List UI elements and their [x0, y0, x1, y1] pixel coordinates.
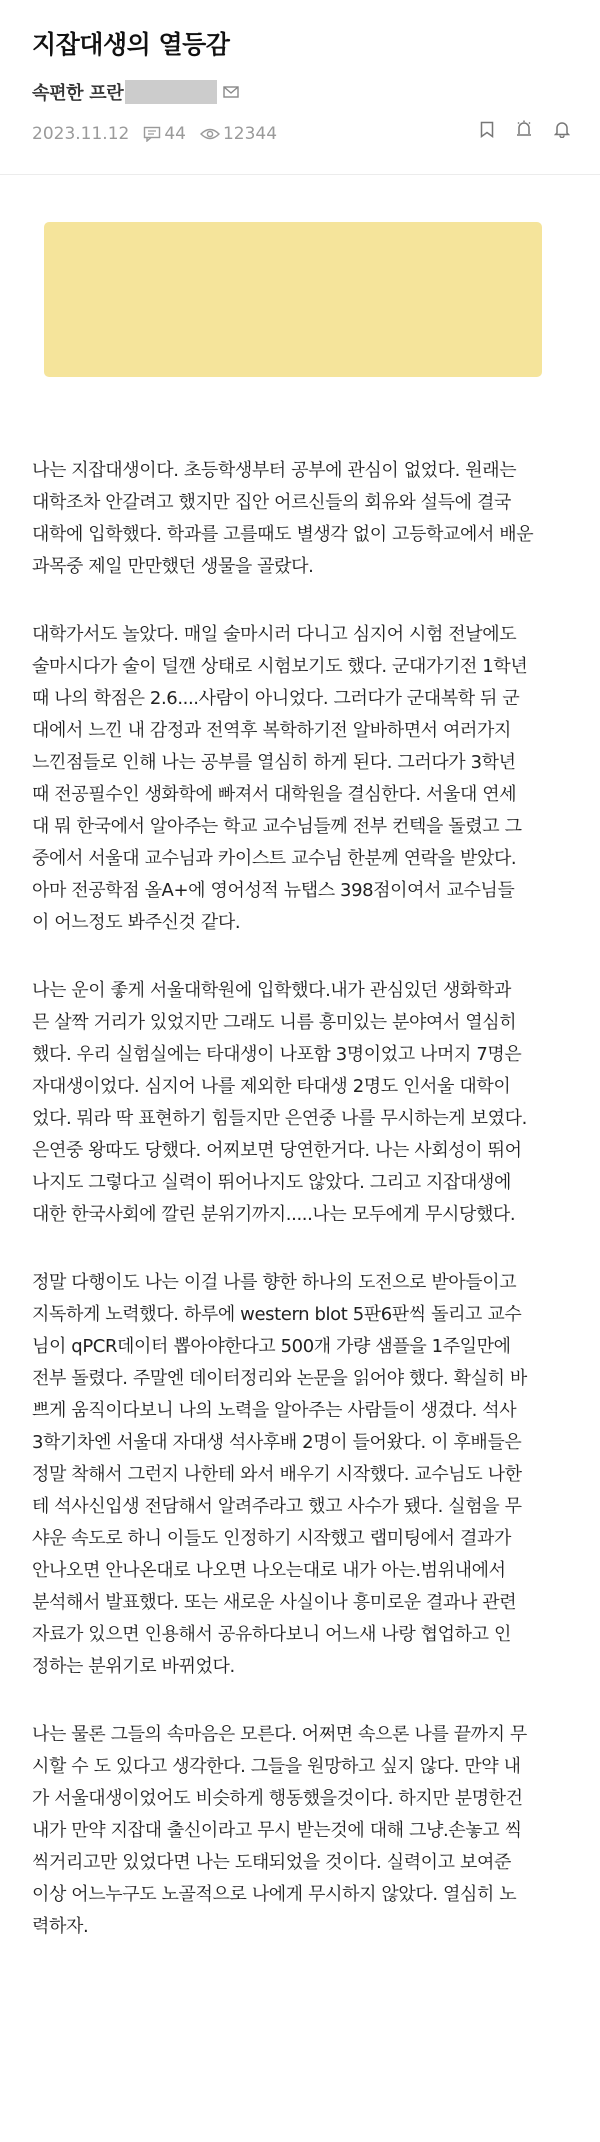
paragraph-1	[32, 455, 572, 583]
post-date: 2023.11.12	[32, 124, 130, 144]
bookmark-icon[interactable]	[480, 121, 494, 138]
paragraph-line: 내가 만약 지잡대 출신이라고 무시 받는것에 대해 그냥.손놓고 씩	[32, 1820, 522, 1841]
paragraph-4	[32, 1267, 572, 1683]
siren-icon[interactable]	[516, 120, 532, 138]
paragraph-line: 력하자.	[32, 1916, 89, 1937]
paragraph-line: 정말 다행이도 나는 이걸 나를 향한 하나의 도전으로 받아들이고	[32, 1272, 517, 1293]
paragraph-line: 나는 지잡대생이다. 초등학생부터 공부에 관심이 없었다. 원래는	[32, 460, 517, 481]
paragraph-line: 자료가 있으면 인용해서 공유하다보니 어느새 나랑 협업하고 인	[32, 1624, 511, 1645]
author-name[interactable]: 속편한 프란	[32, 83, 124, 104]
paragraph-line: 이상 어느누구도 노골적으로 나에게 무시하지 않았다. 열심히 노	[32, 1884, 517, 1905]
comment-count-value: 44	[164, 124, 186, 144]
paragraph-line: 대한 한국사회에 깔린 분위기까지.....나는 모두에게 무시당했다.	[32, 1204, 516, 1225]
post-actions	[458, 120, 570, 138]
paragraph-2	[32, 619, 572, 939]
paragraph-line: 대학에 입학했다. 학과를 고를때도 별생각 없이 고등학교에서 배운	[32, 524, 534, 545]
paragraph-line: 테 석사신입생 전담해서 알려주라고 했고 사수가 됐다. 실험을 무	[32, 1496, 522, 1517]
paragraph-line: 씩거리고만 있었다면 나는 도태되었을 것이다. 실력이고 보여준	[32, 1852, 511, 1873]
author-row	[32, 78, 568, 106]
paragraph-3	[32, 975, 572, 1231]
paragraph-line: 대학조차 안갈려고 했지만 집안 어르신들의 회유와 설득에 결국	[32, 492, 511, 513]
paragraph-line: 때 전공필수인 생화학에 빠져서 대학원을 결심한다. 서울대 연세	[32, 784, 517, 805]
paragraph-line: 믄 살짝 거리가 있었지만 그래도 니름 흥미있는 분야여서 열심히	[32, 1012, 517, 1033]
bell-icon[interactable]	[554, 120, 570, 138]
paragraph-line: 나지도 그렇다고 실력이 뛰어나지도 않았다. 그리고 지잡대생에	[32, 1172, 511, 1193]
paragraph-line: 나는 물론 그들의 속마음은 모른다. 어쩌면 속으론 나를 끝까지 무	[32, 1724, 527, 1745]
post-title: 지잡대생의 열등감	[32, 30, 230, 59]
paragraph-line: 과목중 제일 만만했던 생물을 골랐다.	[32, 556, 314, 577]
paragraph-line: 대에서 느낀 내 감정과 전역후 복학하기전 알바하면서 여러가지	[32, 720, 511, 741]
eye-icon	[200, 127, 223, 141]
paragraph-line: 안나오면 안나온대로 나오면 나오는대로 내가 아는.범위내에서	[32, 1560, 506, 1581]
paragraph-line: 정말 착해서 그런지 나한테 와서 배우기 시작했다. 교수님도 나한	[32, 1464, 522, 1485]
paragraph-line: 술마시다가 술이 덜깬 상태로 시험보기도 했다. 군대가기전 1학년	[32, 656, 528, 677]
paragraph-line: 었다. 뭐라 딱 표현하기 힘들지만 은연중 나를 무시하는게 보였다.	[32, 1108, 527, 1129]
paragraph-line: 아마 전공학점 올A+에 영어성적 뉴탭스 398점이여서 교수님들	[32, 880, 515, 901]
paragraph-line: 때 나의 학점은 2.6....사람이 아니었다. 그러다가 군대복학 뒤 군	[32, 688, 520, 709]
paragraph-line: 나는 운이 좋게 서울대학원에 입학했다.내가 관심있던 생화학과	[32, 980, 511, 1001]
paragraph-line: 대학가서도 놀았다. 매일 술마시러 다니고 심지어 시험 전날에도	[32, 624, 517, 645]
header-divider	[0, 174, 600, 175]
paragraph-line: 3학기차엔 서울대 자대생 석사후배 2명이 들어왔다. 이 후배들은	[32, 1432, 522, 1453]
view-count	[200, 124, 277, 144]
paragraph-line: 자대생이었다. 심지어 나를 제외한 타대생 2명도 인서울 대학이	[32, 1076, 511, 1097]
paragraph-line: 지독하게 노력했다. 하루에 western blot 5판6판씩 돌리고 교수	[32, 1304, 522, 1325]
comment-icon	[143, 126, 164, 142]
paragraph-line: 쁘게 움직이다보니 나의 노력을 알아주는 사람들이 생겼다. 석사	[32, 1400, 517, 1421]
paragraph-line: 가 서울대생이었어도 비슷하게 행동했을것이다. 하지만 분명한건	[32, 1788, 523, 1809]
yellow-banner	[44, 222, 542, 377]
paragraph-line: 느낀점들로 인해 나는 공부를 열심히 하게 된다. 그러다가 3학년	[32, 752, 516, 773]
post-body	[32, 455, 572, 1979]
mail-icon[interactable]	[223, 86, 239, 98]
paragraph-line: 대 뭐 한국에서 알아주는 학교 교수님들께 전부 컨텍을 돌렸고 그	[32, 816, 522, 837]
paragraph-line: 샤운 속도로 하니 이들도 인정하기 시작했고 랩미팅에서 결과가	[32, 1528, 511, 1549]
paragraph-line: 분석해서 발표했다. 또는 새로운 사실이나 흥미로운 결과나 관련	[32, 1592, 517, 1613]
paragraph-line: 중에서 서울대 교수님과 카이스트 교수님 한분께 연락을 받았다.	[32, 848, 517, 869]
paragraph-5	[32, 1719, 572, 1943]
paragraph-line: 님이 qPCR데이터 뽑아야한다고 500개 가량 샘플을 1주일만에	[32, 1336, 511, 1357]
paragraph-line: 시할 수 도 있다고 생각한다. 그들을 원망하고 싶지 않다. 만약 내	[32, 1756, 521, 1777]
paragraph-line: 은연중 왕따도 당했다. 어찌보면 당연한거다. 나는 사회성이 뛰어	[32, 1140, 522, 1161]
paragraph-line: 했다. 우리 실험실에는 타대생이 나포함 3명이었고 나머지 7명은	[32, 1044, 522, 1065]
comment-count[interactable]	[143, 124, 186, 144]
paragraph-line: 이 어느정도 봐주신것 같다.	[32, 912, 241, 933]
paragraph-line: 정하는 분위기로 바뀌었다.	[32, 1656, 235, 1677]
view-count-value: 12344	[222, 124, 278, 144]
paragraph-line: 전부 돌렸다. 주말엔 데이터정리와 논문을 읽어야 했다. 확실히 바	[32, 1368, 527, 1389]
post-header	[0, 0, 600, 148]
redacted-author-suffix	[125, 80, 217, 104]
